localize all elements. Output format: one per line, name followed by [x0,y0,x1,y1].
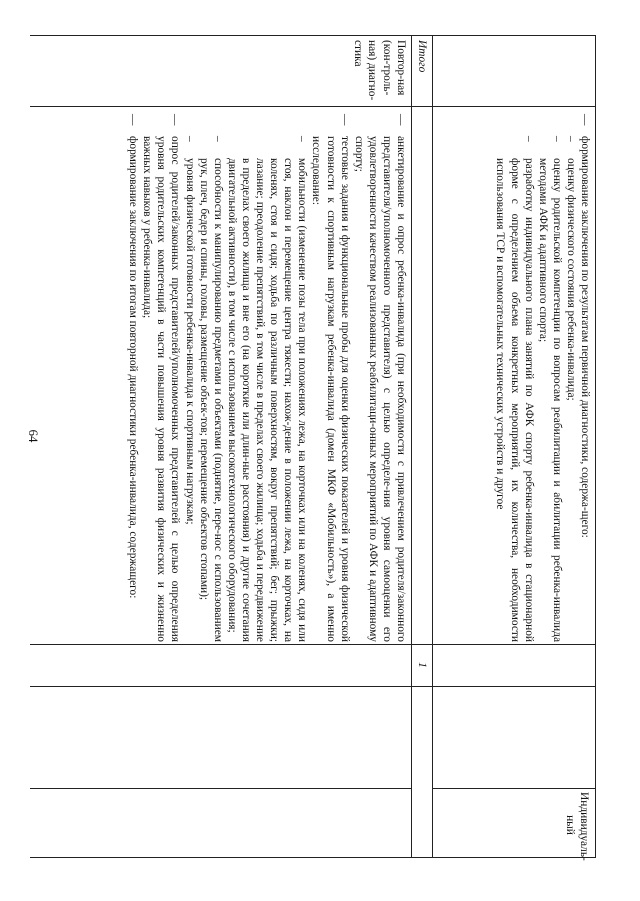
list-item: — формирование заключения по итогам повторной диагностики ребенка-инвалида, содержащего: [127,114,140,599]
list-item: – способности к манипулированию предметами и объектами (поднятие, пере-нос с использованием рук, плеч, бедер и спины, головы, размещение объек-тов; перемещение объектов стопами); [197,136,224,642]
total-hours: 1 [416,662,428,668]
list-item: – оценку родительской компетенции по вопросам реабилитации и абилитации ребенка-инвалида методами АФК и адаптивного спорта; [536,136,563,642]
total-label: Итого [416,40,428,73]
list-item: – уровня физической готовности ребенка-инвалида к спортивным нагрузкам; [183,136,196,525]
list-item: – разработку индивидуального плана занятий по АФК спорту ребенка-инвалида в стационарной форме с определением объема конкретных мероприятий, их количества, необходимости использования ТСР и вспомогательных технических устройств и другое [494,136,535,642]
rotated-table [30,35,596,861]
type-cell: Индивидуаль-ный [563,792,590,861]
stage-cell [587,36,595,106]
list-item: – оценку физического состояния ребенка-инвалида; [564,136,577,401]
content-cell [126,110,408,642]
content-cell [493,110,592,642]
list-item: — тестовые задания и функциональные пробы для оценки физических показателей и уровня физической готовности к спортивным нагрузкам ребенка-инвалида (домен МКФ «Мобильность»), а именно исследование: [310,114,351,642]
table-row-repeat-diagnostics [30,35,412,858]
list-item: — опрос родителей/законных представителей/уполномоченных представителей с целью определения уровня родительских компетенций в части повышения уровня развития физических и жизненно важных навыков у ребенка-инвалида; [141,114,182,642]
list-item: — анкетирование и опрос ребенка-инвалида (при необходимости с привлечением родителя/законного представителя/уполномоченного представителя) с целью определе-ния уровня самооценки его удовлетворенности качеством реализованных реабилитаци-онных мероприятий по АФК и адаптивному спорту; [352,114,407,642]
page-number: 64 [26,429,41,443]
table-row-initial-diagnostics [432,35,596,861]
list-item: — формирование заключения по результатам первичной диагностики, содержа-щего: [579,114,591,538]
table-row-total [411,35,433,858]
stage-cell: Повтор-ная (кон-троль-ная) диагно-стика [351,40,407,101]
list-item: – мобильности (изменение позы тела при положениях лежа, на корточках или на коленях, сидя или стоя, наклон и перемещение центра тяжести; нахож-дение в положении лежа, на корточках, на коленях, стоя и сидя; ходьба по различным поверхностям, вокруг препятствий; бег; прыжки; лазание; преодоление препятствий, в том числе в пределах своего жилища; ходьба и передвижение в пределах своего жилища и вне его (на короткие или длин-ные расстояния) и другие сочетания двигательной активности), в том числе с использованием высокотехнологического оборудования; [225,136,309,642]
